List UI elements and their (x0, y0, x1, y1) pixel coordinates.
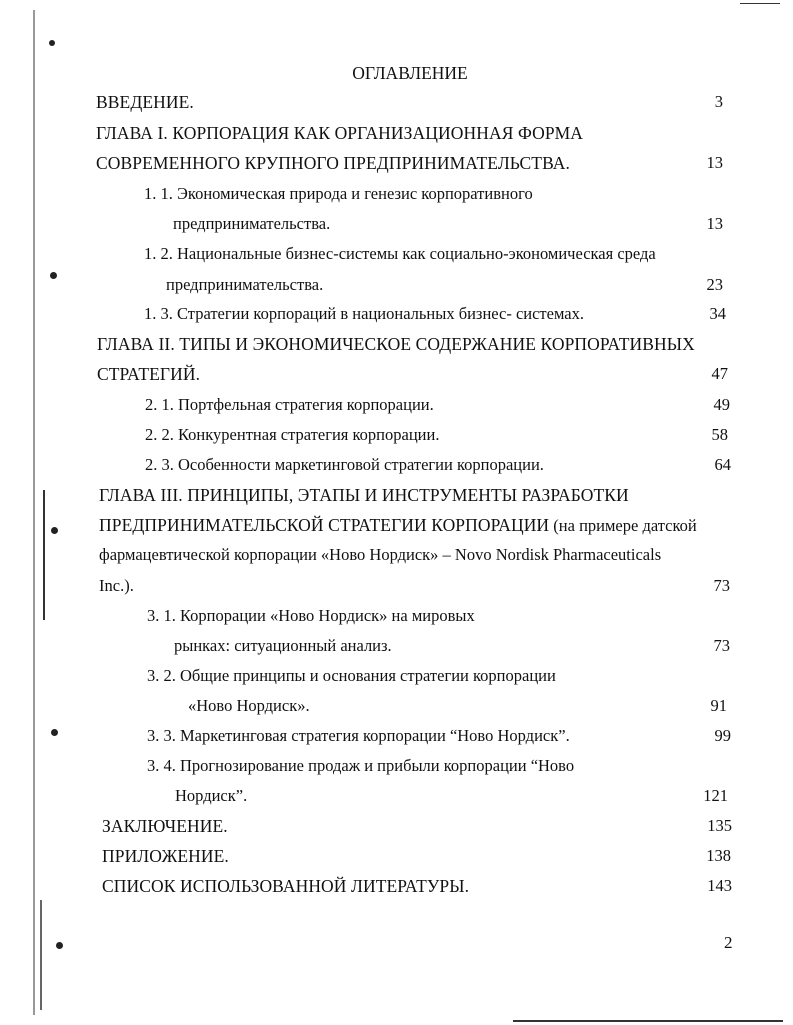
toc-page-number: 47 (711, 364, 728, 383)
toc-section: 1. 3. Стратегии корпораций в национальных бизнес- системах. (144, 304, 584, 323)
toc-page-number: 23 (706, 275, 723, 294)
toc-chapter-heading-note: (на примере датской (549, 516, 697, 535)
toc-section: предпринимательства. (166, 275, 324, 294)
toc-section: 3. 2. Общие принципы и основания стратегии корпорации (147, 666, 556, 685)
toc-section: 3. 1. Корпорации «Ново Нордиск» на мировых (147, 606, 475, 625)
punch-hole-dot (51, 729, 58, 736)
punch-hole-dot (51, 527, 58, 534)
toc-chapter-heading (99, 515, 697, 536)
toc-section: Нордиск”. (175, 786, 248, 805)
toc-entry: ПРИЛОЖЕНИЕ. (102, 846, 229, 866)
punch-hole-dot (49, 40, 55, 46)
toc-title: ОГЛАВЛЕНИЕ (352, 63, 468, 83)
toc-page-number: 3 (714, 92, 723, 111)
toc-chapter-heading: ГЛАВА II. ТИПЫ И ЭКОНОМИЧЕСКОЕ СОДЕРЖАНИЕ КОРПОРАТИВНЫХ (97, 334, 695, 354)
toc-page-number: 64 (714, 455, 731, 474)
toc-page-number: 91 (710, 696, 727, 715)
toc-page-number: 73 (713, 576, 730, 595)
toc-entry: ЗАКЛЮЧЕНИЕ. (102, 816, 228, 836)
toc-section: 1. 2. Национальные бизнес-системы как социально-экономическая среда (144, 244, 656, 263)
scan-margin-mark (40, 900, 42, 1010)
toc-chapter-heading: Inc.). (99, 576, 134, 595)
toc-section: 1. 1. Экономическая природа и генезис корпоративного (144, 184, 533, 203)
toc-page-number: 99 (714, 726, 731, 745)
punch-hole-dot (50, 272, 57, 279)
toc-section: 2. 3. Особенности маркетинговой стратегии корпорации. (145, 455, 544, 474)
toc-section: 3. 3. Маркетинговая стратегия корпорации “Ново Нордиск”. (147, 726, 570, 745)
toc-chapter-heading: фармацевтической корпорации «Ново Нордиск» – Novo Nordisk Pharmaceuticals (99, 545, 662, 564)
toc-section: 3. 4. Прогнозирование продаж и прибыли корпорации “Ново (147, 756, 575, 775)
toc-section: «Ново Нордиск». (188, 696, 310, 715)
toc-section: предпринимательства. (173, 214, 331, 233)
scan-margin-mark (43, 490, 45, 620)
toc-chapter-heading: ГЛАВА I. КОРПОРАЦИЯ КАК ОРГАНИЗАЦИОННАЯ ФОРМА (96, 123, 584, 143)
toc-chapter-heading: ГЛАВА III. ПРИНЦИПЫ, ЭТАПЫ И ИНСТРУМЕНТЫ РАЗРАБОТКИ (99, 485, 629, 505)
toc-page-number: 73 (713, 636, 730, 655)
toc-page-number: 135 (707, 816, 732, 835)
toc-section: рынках: ситуационный анализ. (174, 636, 392, 655)
toc-page-number: 13 (706, 214, 723, 233)
toc-section: 2. 1. Портфельная стратегия корпорации. (145, 395, 434, 414)
scan-margin-line (33, 10, 35, 1015)
toc-page-number: 49 (713, 395, 730, 414)
toc-entry: СПИСОК ИСПОЛЬЗОВАННОЙ ЛИТЕРАТУРЫ. (102, 876, 470, 896)
toc-page-number: 121 (703, 786, 728, 805)
toc-page-number: 13 (706, 153, 723, 172)
toc-section: 2. 2. Конкурентная стратегия корпорации. (145, 425, 440, 444)
scan-top-edge (740, 3, 780, 4)
toc-chapter-heading: СТРАТЕГИЙ. (97, 364, 201, 384)
toc-page-number: 58 (711, 425, 728, 444)
page-number: 2 (724, 933, 733, 952)
toc-chapter-heading-text: ПРЕДПРИНИМАТЕЛЬСКОЙ СТРАТЕГИИ КОРПОРАЦИИ (99, 515, 550, 535)
toc-entry: ВВЕДЕНИЕ. (96, 92, 194, 112)
toc-page-number: 138 (706, 846, 731, 865)
toc-page-number: 143 (707, 876, 732, 895)
toc-chapter-heading: СОВРЕМЕННОГО КРУПНОГО ПРЕДПРИНИМАТЕЛЬСТВА. (96, 153, 570, 173)
punch-hole-dot (56, 942, 63, 949)
scan-bottom-edge (513, 1020, 783, 1022)
toc-page-number: 34 (709, 304, 726, 323)
